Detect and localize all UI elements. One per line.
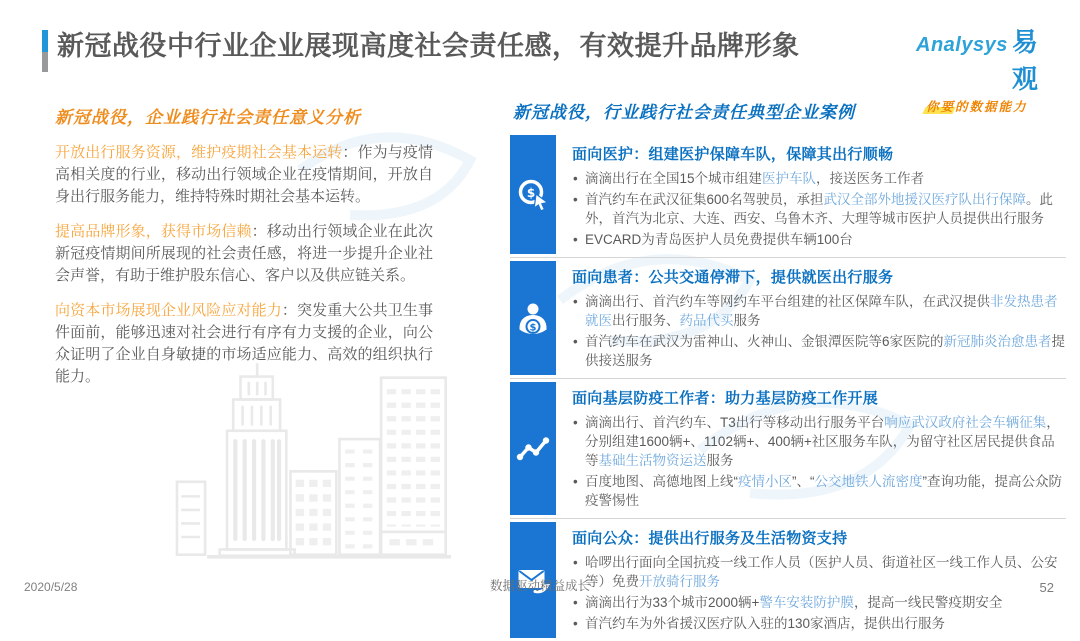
- paragraph-lead: 向资本市场展现企业风险应对能力: [55, 302, 282, 319]
- bullet-segment: 疫情小区: [738, 474, 792, 489]
- header: [42, 28, 800, 72]
- trend-line-icon: [515, 431, 551, 467]
- bullet-segment: 哈啰出行面向全国抗疫一线工作人员（医护人员、街道社区一线工作人员、公安等）免费: [585, 555, 1058, 589]
- bullet-segment: 。此外，首汽为北京、大连、西安、乌鲁木齐、大理等城市医护人员提供出行服务: [585, 192, 1054, 226]
- footer-motto: 数据驱动精益成长: [489, 579, 590, 593]
- bullet-segment: ，分别组建1600辆+、1102辆+、400辆+社区服务车队，为留守社区居民提供食品等: [585, 415, 1060, 468]
- bullet-item: [572, 614, 1066, 633]
- bullet-segment: 首汽约车在武汉为雷神山、火神山、金银潭医院等6家医院的: [585, 334, 944, 349]
- bullet-segment: 滴滴出行、首汽约车等网约车平台组建的社区保障车队，在武汉提供: [585, 294, 990, 309]
- case-content: [556, 135, 1066, 257]
- paragraph-lead: 提高品牌形象，获得市场信赖: [55, 223, 252, 240]
- brand-cn: 易观: [1011, 27, 1040, 94]
- svg-text:$: $: [526, 185, 536, 200]
- paragraph-body: ：突发重大公共卫生事件面前，能够迅速对社会进行有序有力支援的企业，向公众证明了企业自身敏捷的市场适应能力、高效的组织执行能力。: [55, 302, 433, 385]
- person-coin-icon: [515, 300, 551, 336]
- bullet-segment: 新冠肺炎治愈患者: [943, 334, 1052, 349]
- brand-script: Analysys: [916, 34, 1008, 56]
- bullet-segment: 响应武汉政府社会车辆征集: [884, 415, 1047, 430]
- paragraph-body: ：移动出行领域企业在此次新冠疫情期间所展现的社会责任感，将进一步提升企业社会声誉，有助于维护股东信心、客户以及供应链关系。: [55, 223, 433, 284]
- bullet-segment: 警车安装防护膜: [759, 595, 854, 610]
- bullet-segment: ”查询功能，提高公众防疫警惕性: [585, 474, 1062, 508]
- left-paragraph: [55, 221, 433, 287]
- case-icon-cell: [510, 261, 556, 375]
- title-accent-bar: [42, 30, 48, 72]
- bullet-segment: ，接送医务工作者: [816, 171, 925, 186]
- case-row-patients: [510, 257, 1066, 378]
- bullet-item: [572, 472, 1066, 510]
- bullet-segment: 公交地铁人流密度: [814, 474, 923, 489]
- bullet-item: [572, 230, 1066, 249]
- left-heading: 新冠战役，企业践行社会责任意义分析: [55, 108, 361, 127]
- bullet-segment: 首汽约车为外省援汉医疗队入驻的130家酒店，提供出行服务: [585, 616, 946, 631]
- case-icon-cell: [510, 135, 556, 254]
- bullet-segment: 滴滴出行、首汽约车、T3出行等移动出行服务平台: [585, 415, 885, 430]
- page-title: 新冠战役中行业企业展现高度社会责任感，有效提升品牌形象: [57, 31, 800, 61]
- city-illustration: [148, 362, 483, 562]
- bullet-item: [572, 169, 1066, 188]
- brand-tagline: 你要的数据能力: [926, 100, 1028, 114]
- bullet-segment: 滴滴出行为33个城市2000辆+: [585, 595, 760, 610]
- bullet-segment: 基础生活物资运送: [598, 453, 707, 468]
- paragraph-body: ：作为与疫情高相关度的行业，移动出行领域企业在疫情期间，开放自身出行服务能力，维持特殊时期社会基本运转。: [55, 144, 433, 205]
- bullet-segment: 武汉全部外地援汉医疗队出行保障: [823, 192, 1027, 207]
- right-heading: 新冠战役，行业践行社会责任典型企业案例: [513, 103, 855, 122]
- case-bullets: [572, 292, 1066, 370]
- case-row-community-workers: [510, 378, 1066, 518]
- bullet-item: [572, 413, 1066, 470]
- bullet-segment: 出行服务、: [612, 313, 680, 328]
- case-bullets: [572, 169, 1066, 249]
- bullet-segment: 非发热患者就医: [585, 294, 1058, 328]
- case-content: [556, 379, 1066, 518]
- bullet-item: [572, 332, 1066, 370]
- bullet-segment: 提供接送服务: [585, 334, 1066, 368]
- bullet-segment: 百度地图、高德地图上线“: [585, 474, 738, 489]
- bullet-segment: 滴滴出行在全国15个城市组建: [585, 171, 763, 186]
- bullet-segment: 药品代买: [679, 313, 734, 328]
- case-bullets: [572, 413, 1066, 510]
- bullet-segment: 首汽约车在武汉征集600名驾驶员，承担: [585, 192, 824, 207]
- left-paragraph: [55, 142, 433, 208]
- case-row-medical-staff: [510, 135, 1066, 257]
- bullet-segment: 服务: [733, 313, 761, 328]
- bullet-segment: ”、“: [792, 474, 815, 489]
- left-panel: [55, 103, 433, 401]
- coin-cursor-icon: [515, 177, 551, 213]
- case-title: 面向医护：组建医护保障车队，保障其出行顺畅: [572, 146, 894, 163]
- bullet-item: [572, 292, 1066, 330]
- paragraph-lead: 开放出行服务资源，维护疫期社会基本运转: [55, 144, 343, 161]
- bullet-segment: 服务: [706, 453, 734, 468]
- case-title: 面向公众：提供出行服务及生活物资支持: [572, 530, 848, 547]
- bullet-segment: 医护车队: [762, 171, 817, 186]
- case-title: 面向患者：公共交通停滞下，提供就医出行服务: [572, 269, 894, 286]
- bullet-segment: 开放骑行服务: [639, 574, 720, 589]
- case-title: 面向基层防疫工作者：助力基层防疫工作开展: [572, 390, 879, 407]
- bullet-segment: EVCARD为青岛医护人员免费提供车辆100台: [585, 232, 853, 247]
- svg-text:$: $: [529, 322, 537, 334]
- footer-page-number: 52: [1039, 580, 1054, 595]
- case-icon-cell: [510, 382, 556, 515]
- case-content: [556, 258, 1066, 378]
- bullet-item: [572, 593, 1066, 612]
- right-panel: [510, 98, 1066, 641]
- footer-date: 2020/5/28: [24, 580, 78, 594]
- bullet-item: [572, 190, 1066, 228]
- bullet-segment: ，提高一线民警疫期安全: [853, 595, 1003, 610]
